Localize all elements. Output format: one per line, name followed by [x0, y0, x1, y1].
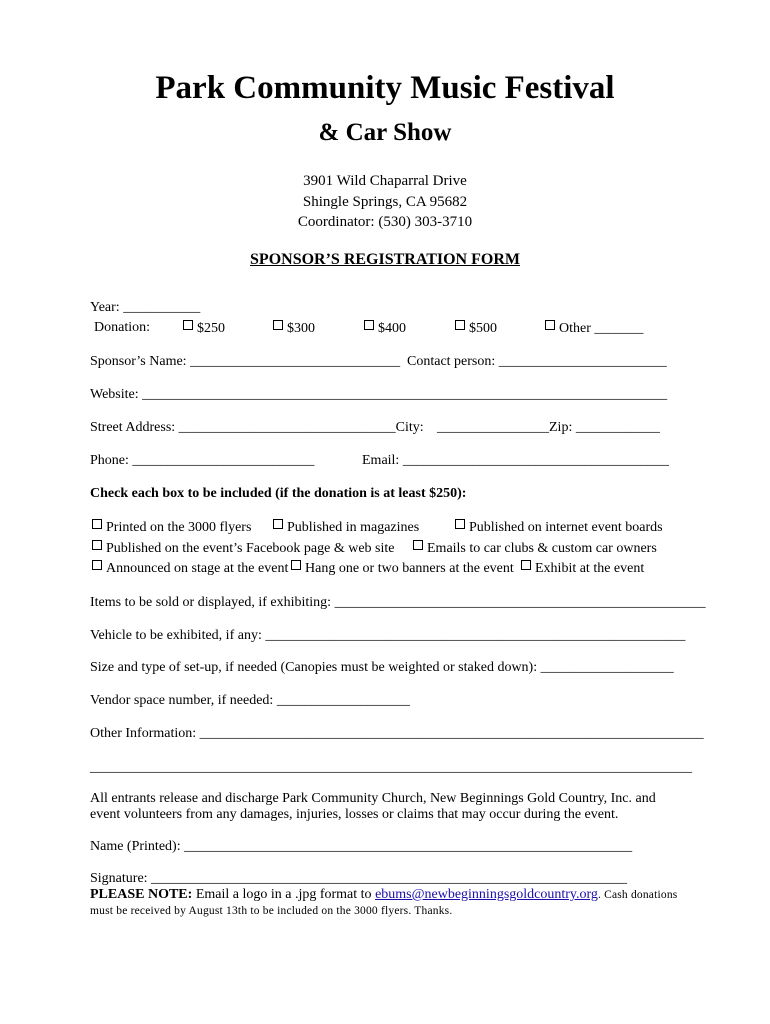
coordinator-phone: Coordinator: (530) 303-3710 — [297, 214, 473, 230]
checkbox-icon[interactable] — [92, 560, 102, 570]
address-line-1: 3901 Wild Chaparral Drive — [303, 173, 467, 189]
check-item-facebook[interactable]: Published on the event’s Facebook page & web site — [92, 540, 395, 557]
donation-label: Donation: — [94, 320, 150, 335]
release-line-2: event volunteers from any damages, injuries, losses or claims that may occur during the event. — [90, 807, 619, 822]
checkbox-icon[interactable] — [545, 320, 555, 330]
note-text-after: . Cash donations — [597, 889, 678, 901]
check-item-banners[interactable]: Hang one or two banners at the event — [291, 560, 514, 577]
page-subtitle: & Car Show — [318, 119, 452, 146]
release-line-1: All entrants release and discharge Park Community Church, New Beginnings Gold Country, Inc. and — [90, 791, 656, 806]
donation-option-300[interactable]: $300 — [273, 320, 315, 337]
name-printed-field[interactable]: Name (Printed): ________________________________________________________________ — [90, 839, 633, 854]
checkbox-icon[interactable] — [183, 320, 193, 330]
email-link[interactable]: ebums@newbeginningsgoldcountry.org — [375, 887, 598, 902]
checklist-heading: Check each box to be included (if the donation is at least $250): — [90, 486, 467, 501]
note-label: PLEASE NOTE: — [90, 887, 193, 902]
donation-option-250[interactable]: $250 — [183, 320, 225, 337]
check-item-magazines[interactable]: Published in magazines — [273, 519, 419, 536]
checkbox-icon[interactable] — [291, 560, 301, 570]
check-item-internet-boards[interactable]: Published on internet event boards — [455, 519, 663, 536]
checkbox-icon[interactable] — [273, 519, 283, 529]
city-zip-field[interactable]: ________________Zip: ____________ — [437, 420, 660, 435]
checkbox-icon[interactable] — [92, 519, 102, 529]
page-title: Park Community Music Festival — [155, 70, 615, 106]
sponsor-name-field[interactable]: Sponsor’s Name: ______________________________ — [90, 354, 401, 369]
note-line-2: must be received by August 13th to be included on the 3000 flyers. Thanks. — [90, 905, 453, 917]
vehicle-field[interactable]: Vehicle to be exhibited, if any: ____________________________________________________________ — [90, 628, 686, 643]
donation-option-500[interactable]: $500 — [455, 320, 497, 337]
contact-person-field[interactable]: Contact person: ________________________ — [407, 354, 667, 369]
vendor-space-field[interactable]: Vendor space number, if needed: ___________________ — [90, 693, 410, 708]
donation-option-other[interactable]: Other _______ — [545, 320, 643, 337]
checkbox-icon[interactable] — [273, 320, 283, 330]
donation-option-400[interactable]: $400 — [364, 320, 406, 337]
checkbox-icon[interactable] — [413, 540, 423, 550]
phone-field[interactable]: Phone: __________________________ — [90, 453, 315, 468]
check-item-announced[interactable]: Announced on stage at the event — [92, 560, 288, 577]
other-info-field[interactable]: Other Information: ________________________________________________________________________ — [90, 726, 704, 741]
checkbox-icon[interactable] — [521, 560, 531, 570]
note-text: Email a logo in a .jpg format to — [192, 887, 376, 902]
setup-field[interactable]: Size and type of set-up, if needed (Canopies must be weighted or staked down): ___________________ — [90, 660, 674, 675]
checkbox-icon[interactable] — [455, 519, 465, 529]
checkbox-icon[interactable] — [364, 320, 374, 330]
year-field[interactable]: Year: ___________ — [90, 300, 201, 315]
street-address-field[interactable]: Street Address: _______________________________City: — [90, 420, 424, 435]
signature-field[interactable]: Signature: ____________________________________________________________________ — [90, 871, 628, 886]
website-field[interactable]: Website: ___________________________________________________________________________ — [90, 387, 668, 402]
check-item-car-clubs[interactable]: Emails to car clubs & custom car owners — [413, 540, 657, 557]
form-title: SPONSOR’S REGISTRATION FORM — [250, 251, 520, 268]
checkbox-icon[interactable] — [92, 540, 102, 550]
address-line-2: Shingle Springs, CA 95682 — [302, 194, 468, 210]
checkbox-icon[interactable] — [455, 320, 465, 330]
check-item-exhibit[interactable]: Exhibit at the event — [521, 560, 644, 577]
items-sold-field[interactable]: Items to be sold or displayed, if exhibiting: _____________________________________________________ — [90, 595, 706, 610]
other-info-line-2[interactable]: ______________________________________________________________________________________ — [90, 760, 692, 775]
note-line-1 — [90, 887, 677, 903]
check-item-flyers[interactable]: Printed on the 3000 flyers — [92, 519, 251, 536]
email-field[interactable]: Email: ______________________________________ — [362, 453, 669, 468]
